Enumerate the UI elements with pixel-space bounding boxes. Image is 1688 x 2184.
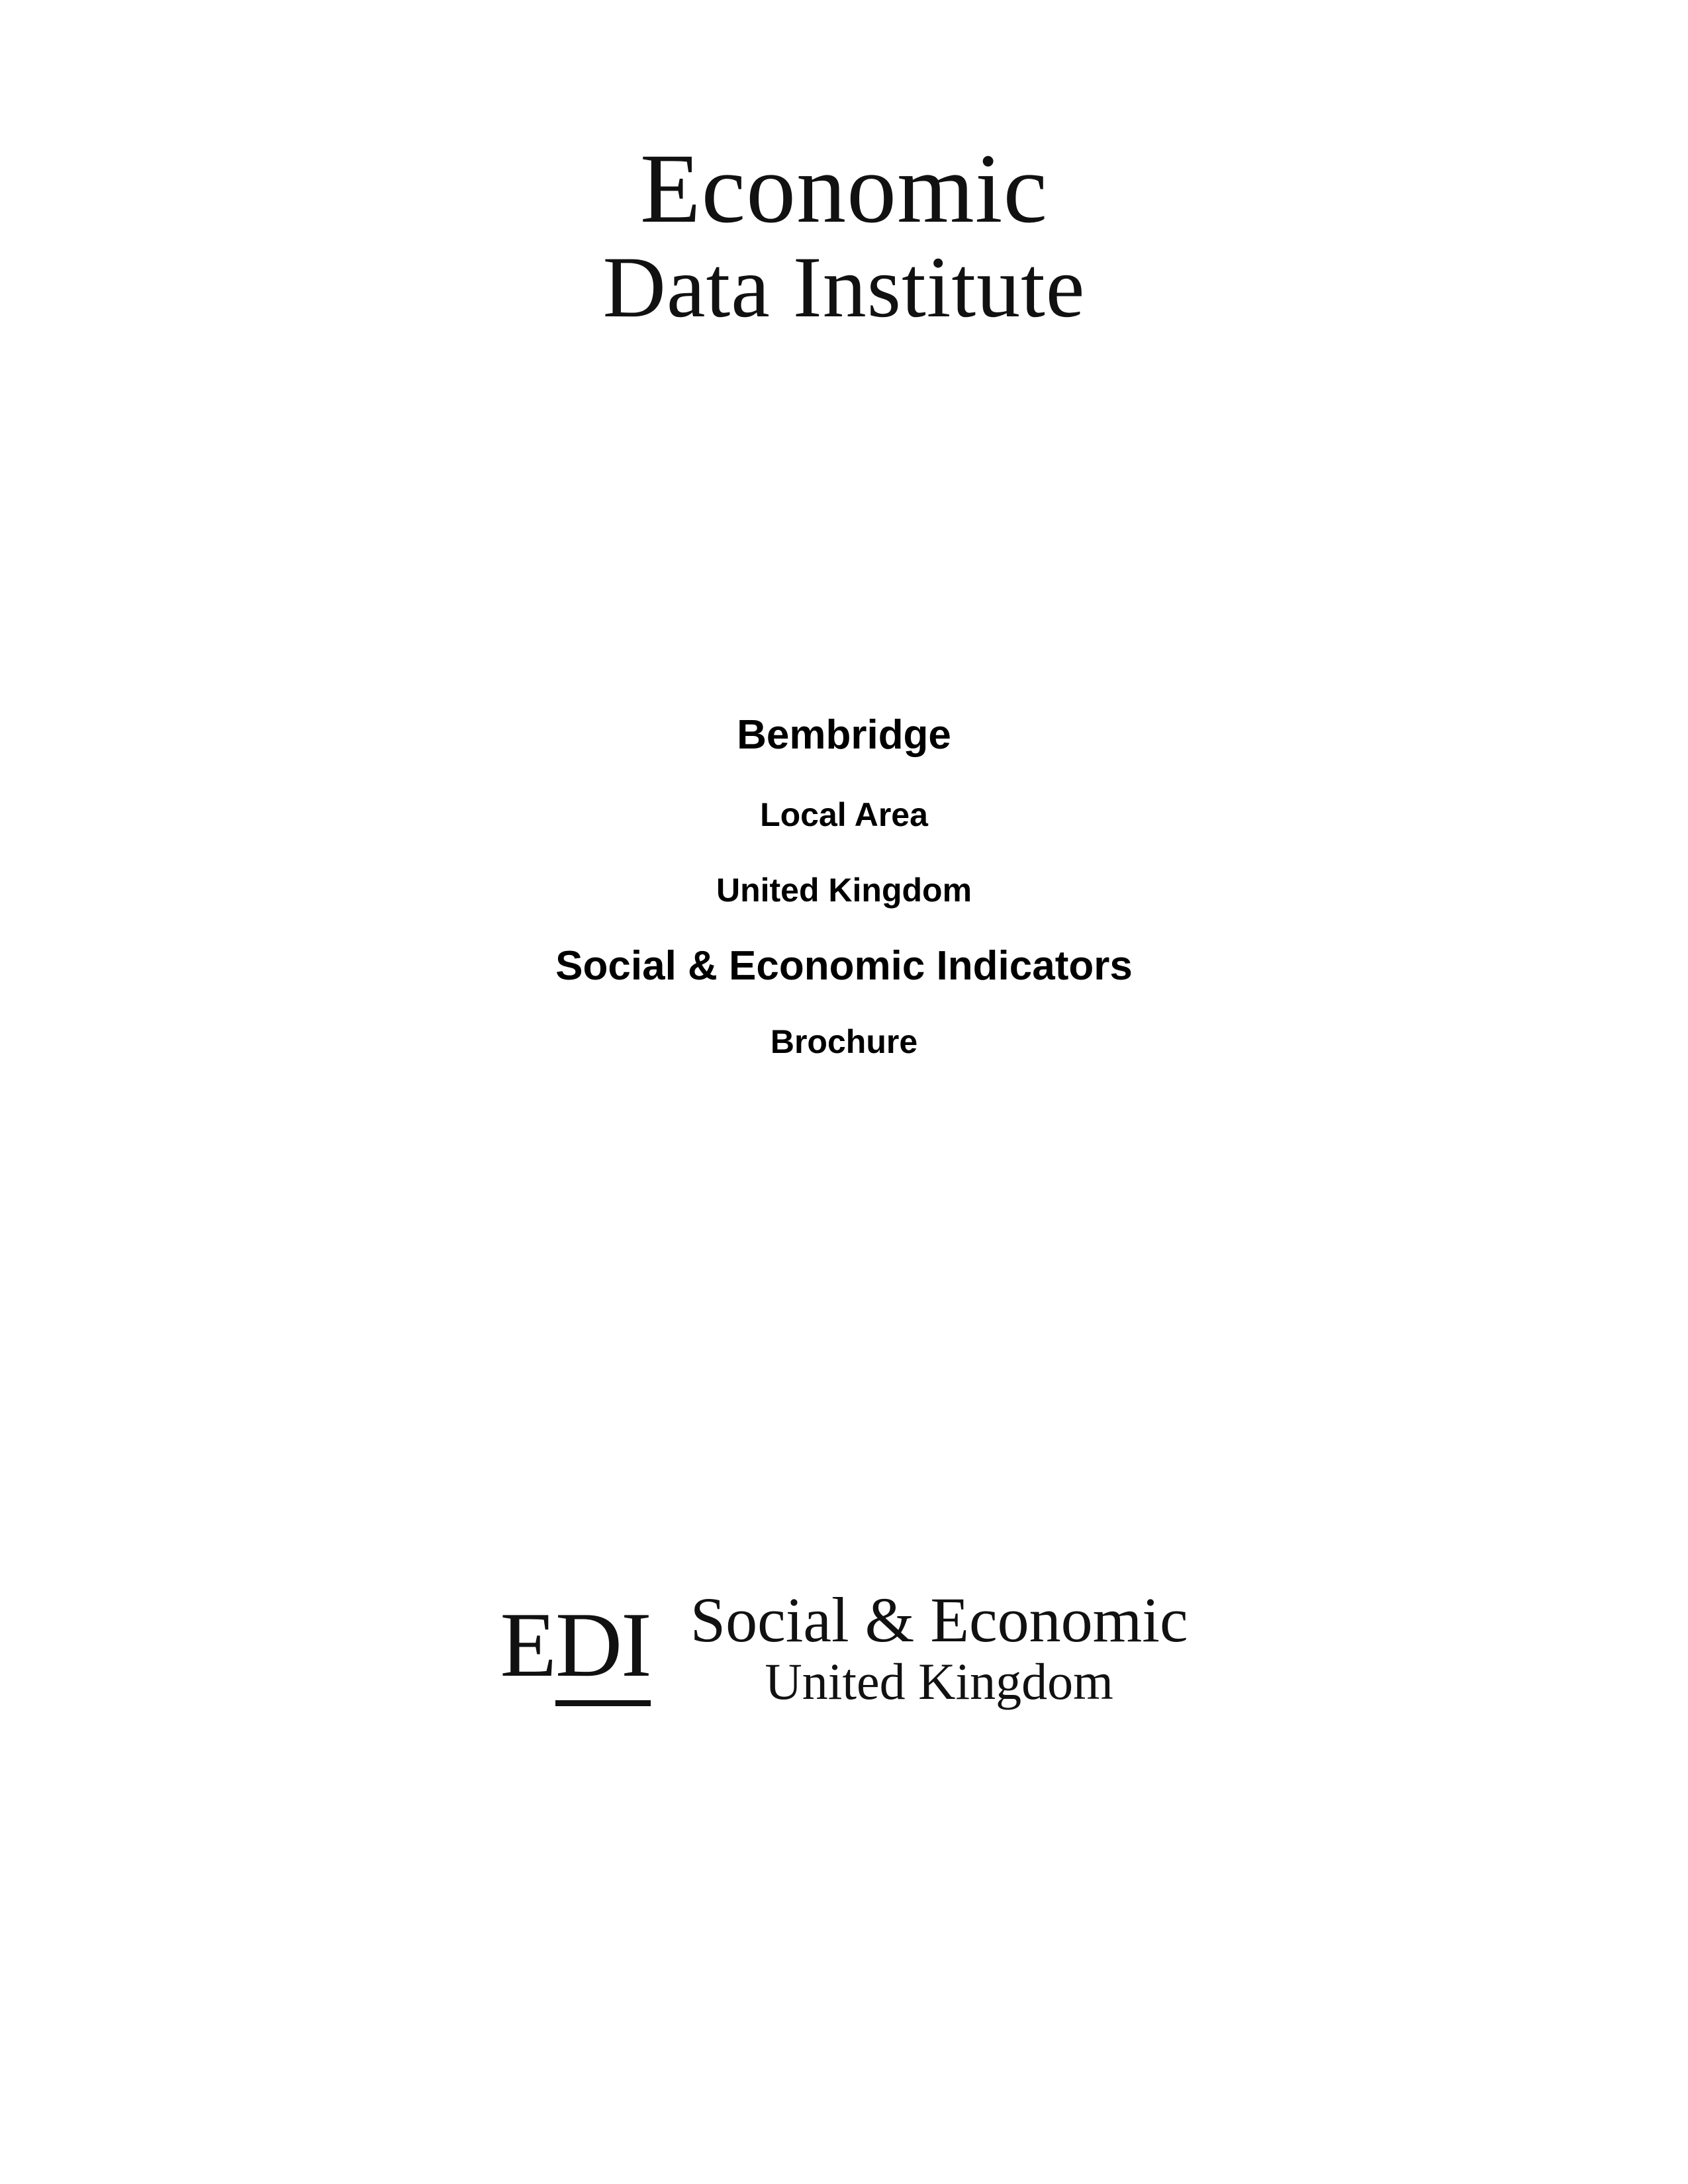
cover-title-block bbox=[0, 711, 1688, 1061]
edi-wordmark-first-letter: E bbox=[500, 1594, 555, 1696]
country-name: United Kingdom bbox=[716, 872, 972, 909]
document-type: Brochure bbox=[770, 1023, 918, 1060]
masthead-line-2: Data Institute bbox=[602, 238, 1086, 336]
area-name: Bembridge bbox=[737, 712, 951, 758]
footer-logo-text bbox=[690, 1584, 1188, 1710]
report-subject: Social & Economic Indicators bbox=[555, 943, 1133, 989]
area-type: Local Area bbox=[760, 796, 928, 833]
edi-wordmark bbox=[500, 1594, 651, 1700]
footer-logo bbox=[0, 1584, 1688, 1710]
masthead-logo bbox=[0, 134, 1688, 336]
edi-wordmark-underlined-letters: DI bbox=[555, 1594, 651, 1706]
footer-logo-line-2: United Kingdom bbox=[765, 1653, 1113, 1710]
footer-logo-line-1: Social & Economic bbox=[690, 1584, 1188, 1655]
masthead-line-1: Economic bbox=[639, 134, 1049, 244]
